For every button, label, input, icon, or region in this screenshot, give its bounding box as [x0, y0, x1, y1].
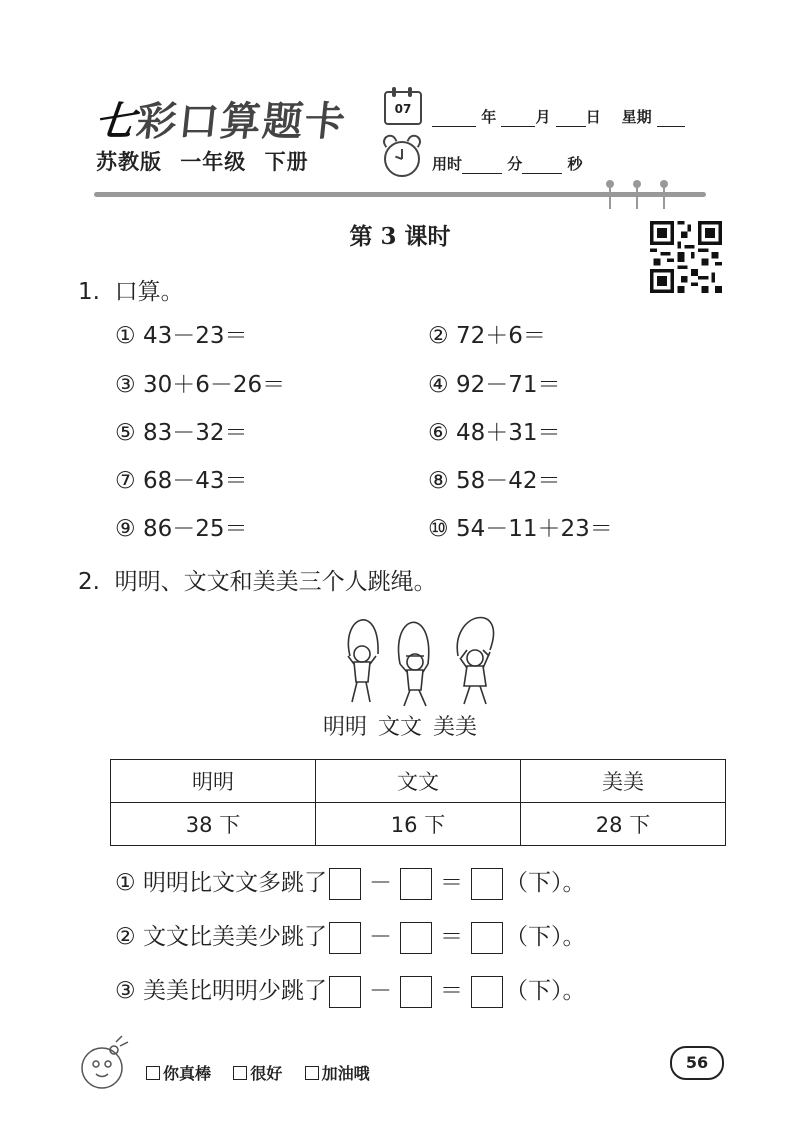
time-fields: 用时 分 秒	[432, 155, 583, 173]
answer-box[interactable]	[400, 976, 432, 1008]
table-cell: 16 下	[316, 803, 521, 846]
q1-item-6: ⑥ 48＋31＝	[428, 420, 561, 446]
pin-decoration	[636, 183, 638, 209]
q2-sub-1: ① 明明比文文多跳了 － ＝ （下）。	[115, 864, 585, 900]
q1-item-1: ① 43－23＝	[115, 323, 248, 349]
answer-box[interactable]	[471, 922, 503, 954]
page-number: 56	[670, 1046, 724, 1080]
seconds-input[interactable]	[522, 158, 562, 174]
jump-count-table	[110, 759, 726, 846]
q2-sub-3: ③ 美美比明明少跳了 － ＝ （下）。	[115, 972, 585, 1008]
q1-item-7: ⑦ 68－43＝	[115, 468, 248, 494]
q2-heading: 2. 明明、文文和美美三个人跳绳。	[78, 569, 437, 595]
day-input[interactable]	[556, 111, 586, 127]
minutes-input[interactable]	[462, 158, 502, 174]
brand-logo: 七彩口算题卡	[92, 99, 350, 145]
mascot-icon	[72, 1032, 134, 1094]
clock-icon	[384, 141, 420, 177]
q1-item-5: ⑤ 83－32＝	[115, 420, 248, 446]
q1-heading: 1. 口算。	[78, 279, 184, 305]
q2-sub-2: ② 文文比美美少跳了 － ＝ （下）。	[115, 918, 585, 954]
date-fields: 年 月 日 星期	[432, 106, 685, 127]
calendar-icon	[384, 91, 422, 125]
lesson-title: 第 3 课时	[349, 223, 451, 250]
q1-item-9: ⑨ 86－25＝	[115, 516, 248, 542]
answer-box[interactable]	[329, 922, 361, 954]
table-header-cell: 明明	[111, 760, 316, 803]
calendar-day: 07	[394, 102, 412, 116]
qr-code[interactable]	[650, 220, 722, 294]
table-header-row	[111, 760, 726, 803]
table-header-cell: 美美	[521, 760, 726, 803]
rating-checkbox-2[interactable]	[233, 1066, 247, 1080]
table-cell: 28 下	[521, 803, 726, 846]
table-row	[111, 803, 726, 846]
answer-box[interactable]	[400, 922, 432, 954]
q1-item-2: ② 72＋6＝	[428, 323, 546, 349]
table-header-cell: 文文	[316, 760, 521, 803]
rating-checkbox-1[interactable]	[146, 1066, 160, 1080]
jump-rope-illustration	[330, 606, 520, 710]
pin-decoration	[609, 183, 611, 209]
q1-item-4: ④ 92－71＝	[428, 372, 561, 398]
answer-box[interactable]	[329, 976, 361, 1008]
answer-box[interactable]	[400, 868, 432, 900]
edition-label: 苏教版 一年级 下册	[96, 150, 309, 174]
answer-box[interactable]	[471, 868, 503, 900]
answer-box[interactable]	[471, 976, 503, 1008]
kid-names-row: 明明 文文 美美	[322, 715, 478, 740]
month-input[interactable]	[501, 111, 535, 127]
q1-item-8: ⑧ 58－42＝	[428, 468, 561, 494]
q1-item-3: ③ 30＋6－26＝	[115, 372, 286, 398]
q1-item-10: ⑩ 54－11＋23＝	[428, 516, 613, 542]
answer-box[interactable]	[329, 868, 361, 900]
table-cell: 38 下	[111, 803, 316, 846]
header-divider	[94, 192, 706, 197]
year-input[interactable]	[432, 111, 476, 127]
pin-decoration	[663, 183, 665, 209]
rating-checkbox-3[interactable]	[305, 1066, 319, 1080]
self-rating: 你真棒 很好 加油哦	[146, 1061, 370, 1084]
weekday-input[interactable]	[657, 111, 685, 127]
